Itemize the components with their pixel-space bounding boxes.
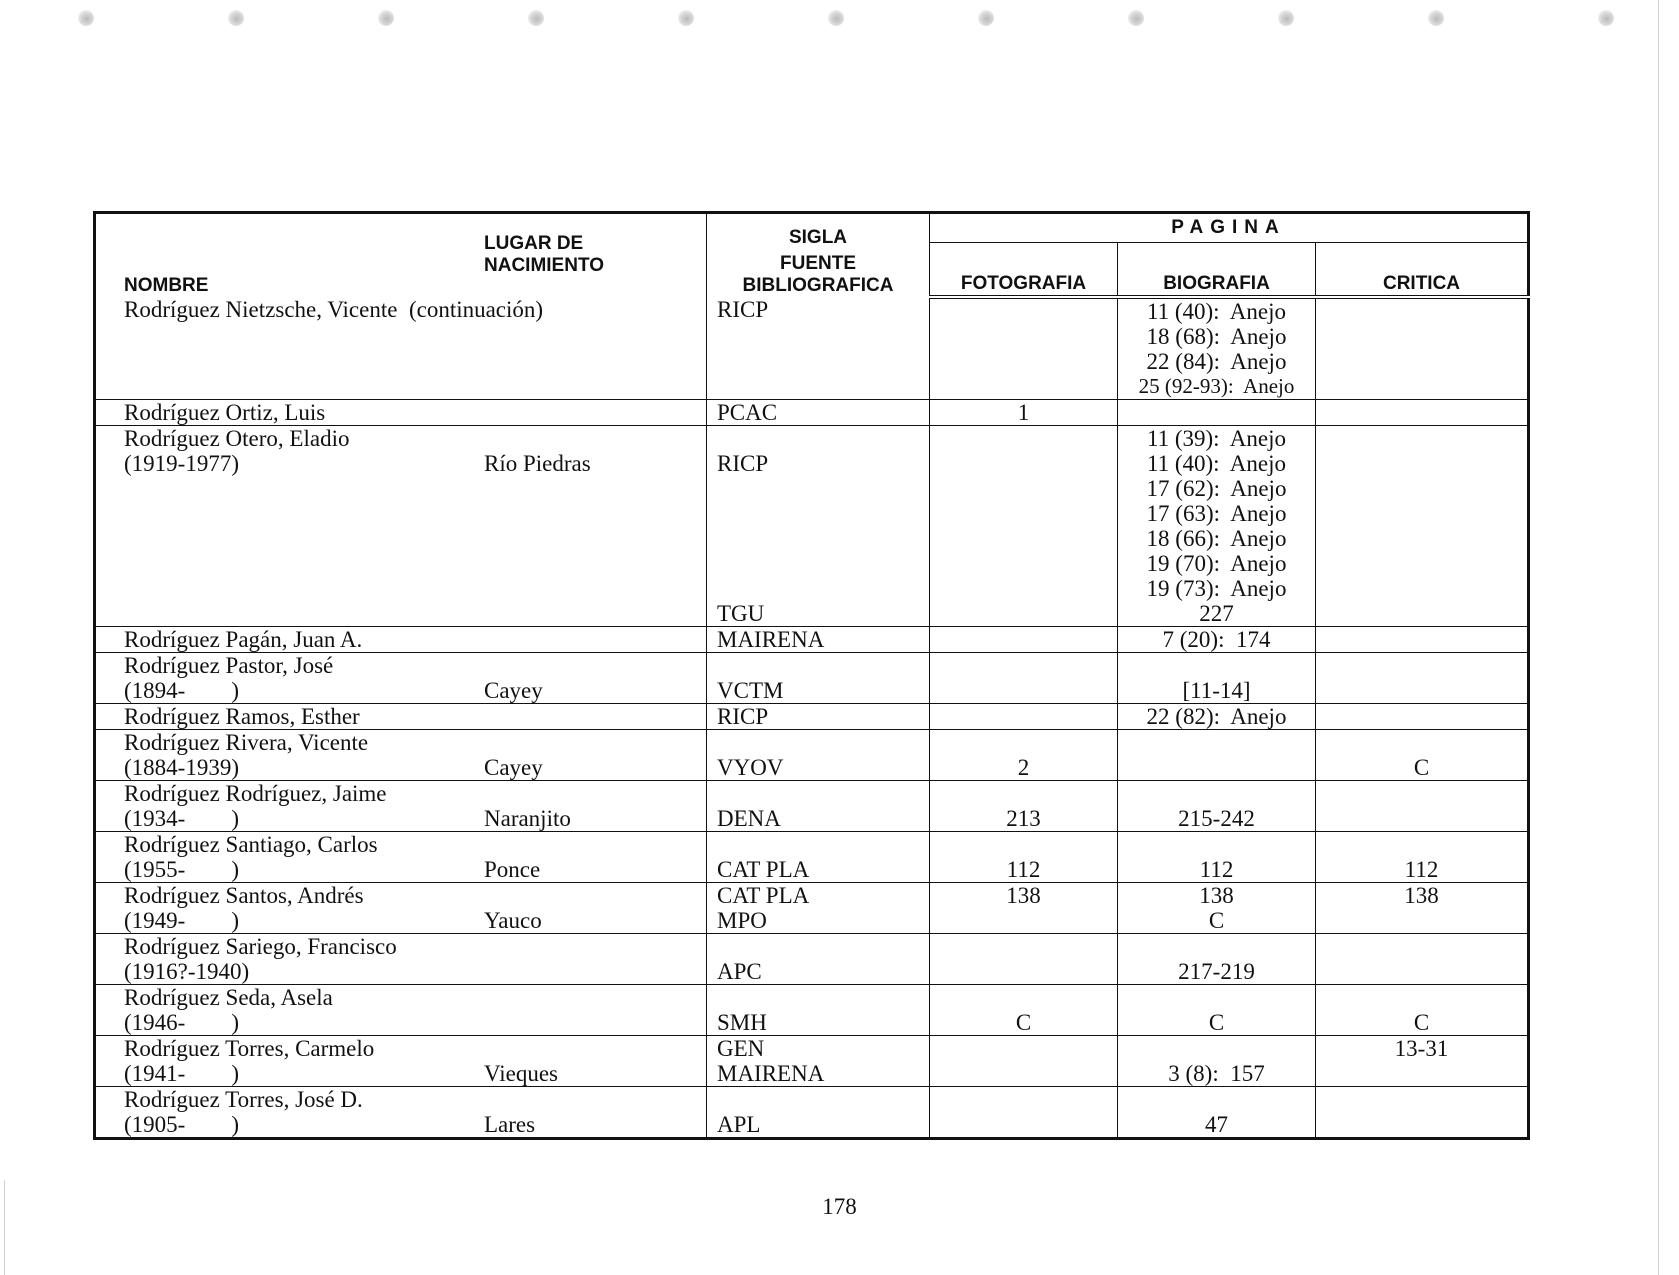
cell-sigla: [707, 1036, 930, 1087]
table-row: [95, 730, 1529, 781]
binder-hole: [378, 10, 394, 26]
header-sigla-line2: FUENTE: [780, 253, 856, 274]
sigla-text: VCTM: [717, 678, 784, 703]
table-row: [95, 1036, 1529, 1087]
nombre-text: Rodríguez Rivera, Vicente: [124, 730, 369, 755]
cell-critica: [1316, 832, 1529, 883]
cell-critica: [1316, 297, 1529, 400]
lugar-text: [484, 1087, 706, 1112]
biografia-text: 18 (68): Anejo: [1146, 324, 1287, 349]
page-edge-line: [1658, 0, 1659, 1275]
critica-text: [1316, 1087, 1527, 1112]
fotografia-text: [930, 934, 1117, 959]
biografia-text: 19 (73): Anejo: [1146, 576, 1287, 601]
nombre-text: (1946- ): [124, 1010, 239, 1035]
cell-sigla: [707, 934, 930, 985]
fotografia-text: [930, 1061, 1117, 1086]
lugar-text: Ponce: [484, 857, 541, 882]
cell-fotografia: [930, 934, 1118, 985]
sigla-text: APL: [717, 1112, 761, 1137]
critica-text: [1316, 678, 1527, 703]
page-number: 178: [822, 1194, 857, 1219]
fotografia-text: [930, 730, 1117, 755]
header-sigla-line3: BIBLIOGRAFICA: [742, 275, 894, 296]
binder-hole: [528, 10, 544, 26]
lugar-text: Río Piedras: [484, 451, 591, 476]
sigla-text: TGU: [717, 601, 765, 626]
critica-text: [1316, 781, 1527, 806]
critica-text: [1316, 1112, 1527, 1137]
header-nombre-lugar: [95, 213, 707, 298]
nombre-text: Rodríguez Pastor, José: [124, 653, 334, 678]
fotografia-text: [930, 832, 1117, 857]
cell-fotografia: [930, 426, 1118, 627]
nombre-text: (1941- ): [124, 1061, 239, 1086]
lugar-text: Yauco: [484, 908, 542, 933]
table-row: [95, 832, 1529, 883]
cell-nombre: [95, 704, 707, 730]
sigla-text: [717, 1087, 929, 1112]
biografia-text: [1118, 832, 1315, 857]
cell-fotografia: [930, 1087, 1118, 1139]
table-row: [95, 934, 1529, 985]
sigla-text: [717, 985, 929, 1010]
cell-sigla: [707, 1087, 930, 1139]
fotografia-text: [930, 1112, 1117, 1137]
sigla-text: RICP: [717, 297, 769, 322]
cell-biografia: [1118, 832, 1316, 883]
sigla-text: [717, 476, 929, 501]
fotografia-text: 2: [1017, 755, 1030, 780]
table-row: [95, 400, 1529, 426]
nombre-text: Rodríguez Santos, Andrés: [124, 883, 364, 908]
header-critica: CRITICA: [1316, 243, 1529, 298]
lugar-text: Cayey: [484, 678, 543, 703]
table-row: [95, 883, 1529, 934]
cell-fotografia: [930, 627, 1118, 653]
cell-critica: [1316, 730, 1529, 781]
biografia-text: C: [1208, 1010, 1225, 1035]
nombre-text: Rodríguez Nietzsche, Vicente (continuación): [124, 297, 544, 322]
binder-hole: [228, 10, 244, 26]
lugar-text: [484, 653, 706, 678]
biografia-text: 7 (20): 174: [1162, 627, 1271, 652]
sigla-text: PCAC: [717, 400, 778, 425]
table-body: [95, 297, 1529, 1139]
fotografia-text: 1: [1017, 400, 1030, 425]
fotografia-text: [930, 1036, 1117, 1061]
nombre-text: Rodríguez Pagán, Juan A.: [124, 627, 363, 652]
biografia-text: 19 (70): Anejo: [1146, 551, 1287, 576]
cell-biografia: [1118, 653, 1316, 704]
critica-text: 13-31: [1394, 1036, 1449, 1061]
critica-text: [1316, 426, 1527, 451]
cell-nombre: [95, 627, 707, 653]
nombre-text: Rodríguez Rodríguez, Jaime: [124, 781, 387, 806]
lugar-text: [484, 934, 706, 959]
header-nombre: NOMBRE: [124, 275, 209, 296]
cell-fotografia: [930, 1036, 1118, 1087]
nombre-text: (1949- ): [124, 908, 239, 933]
fotografia-text: [930, 426, 1117, 451]
cell-biografia: [1118, 1036, 1316, 1087]
nombre-text: Rodríguez Torres, Carmelo: [124, 1036, 375, 1061]
cell-critica: [1316, 400, 1529, 426]
lugar-text: Vieques: [484, 1061, 558, 1086]
critica-text: [1316, 985, 1527, 1010]
critica-text: [1316, 934, 1527, 959]
sigla-text: CAT PLA: [717, 857, 810, 882]
sigla-text: [717, 781, 929, 806]
table-row: [95, 704, 1529, 730]
lugar-text: [484, 730, 706, 755]
cell-nombre: [95, 781, 707, 832]
cell-biografia: [1118, 1087, 1316, 1139]
cell-sigla: [707, 704, 930, 730]
table-row: [95, 985, 1529, 1036]
cell-critica: [1316, 653, 1529, 704]
cell-biografia: [1118, 704, 1316, 730]
biografia-text: 215-242: [1178, 806, 1255, 831]
biografia-text: 17 (62): Anejo: [1146, 476, 1287, 501]
fotografia-text: [930, 299, 1117, 324]
nombre-text: Rodríguez Santiago, Carlos: [124, 832, 378, 857]
binder-hole: [678, 10, 694, 26]
cell-nombre: [95, 730, 707, 781]
cell-critica: [1316, 985, 1529, 1036]
header-biografia: BIOGRAFIA: [1118, 243, 1316, 298]
biografia-text: [11-14]: [1182, 678, 1251, 703]
sigla-text: SMH: [717, 1010, 767, 1035]
sigla-text: [717, 576, 929, 601]
cell-critica: [1316, 704, 1529, 730]
fotografia-text: [930, 1087, 1117, 1112]
binder-hole: [1278, 10, 1294, 26]
nombre-text: (1884-1939): [124, 755, 239, 780]
cell-fotografia: [930, 883, 1118, 934]
sigla-text: CAT PLA: [717, 883, 810, 908]
cell-sigla: [707, 400, 930, 426]
sigla-text: MAIRENA: [717, 627, 825, 652]
sigla-text: MPO: [717, 908, 767, 933]
binder-hole: [828, 10, 844, 26]
cell-nombre: [95, 832, 707, 883]
lugar-text: [484, 832, 706, 857]
biografia-text: C: [1208, 908, 1225, 933]
cell-sigla: [707, 832, 930, 883]
sigla-text: RICP: [717, 704, 769, 729]
cell-nombre: [95, 985, 707, 1036]
nombre-text: Rodríguez Ramos, Esther: [124, 704, 360, 729]
biografia-text: 112: [1199, 857, 1234, 882]
cell-fotografia: [930, 400, 1118, 426]
cell-sigla: [707, 426, 930, 627]
critica-text: [1316, 908, 1527, 933]
nombre-text: (1905- ): [124, 1112, 239, 1137]
binder-holes: [0, 10, 1679, 30]
fotografia-text: C: [1015, 1010, 1032, 1035]
table-row: [95, 627, 1529, 653]
critica-text: [1316, 400, 1527, 425]
binder-hole: [1598, 10, 1614, 26]
table-row: [95, 297, 1529, 400]
biografia-text: 3 (8): 157: [1168, 1061, 1265, 1086]
cell-fotografia: [930, 985, 1118, 1036]
biografia-text: 138: [1199, 883, 1234, 908]
cell-critica: [1316, 426, 1529, 627]
lugar-text: Lares: [484, 1112, 536, 1137]
cell-critica: [1316, 883, 1529, 934]
bibliography-table: [93, 211, 1530, 1140]
lugar-text: [484, 1036, 706, 1061]
nombre-text: (1916?-1940): [124, 959, 250, 984]
biografia-text: 22 (84): Anejo: [1146, 349, 1287, 374]
cell-sigla: [707, 883, 930, 934]
cell-biografia: [1118, 883, 1316, 934]
cell-nombre: [95, 883, 707, 934]
fotografia-text: [930, 627, 1117, 652]
cell-fotografia: [930, 832, 1118, 883]
cell-sigla: [707, 627, 930, 653]
cell-fotografia: [930, 704, 1118, 730]
biografia-text: 227: [1199, 601, 1234, 626]
lugar-text: [484, 704, 706, 729]
critica-text: [1316, 832, 1527, 857]
cell-biografia: [1118, 627, 1316, 653]
nombre-text: Rodríguez Sariego, Francisco: [124, 934, 397, 959]
biografia-text: 25 (92-93): Anejo: [1138, 374, 1295, 398]
critica-text: [1316, 653, 1527, 678]
biografia-text: 11 (39): Anejo: [1146, 426, 1287, 451]
biografia-text: 11 (40): Anejo: [1146, 299, 1287, 324]
cell-nombre: [95, 426, 707, 627]
critica-text: C: [1413, 755, 1430, 780]
nombre-text: (1934- ): [124, 806, 239, 831]
cell-nombre: [95, 653, 707, 704]
cell-biografia: [1118, 400, 1316, 426]
biografia-text: 18 (66): Anejo: [1146, 526, 1287, 551]
critica-text: [1316, 806, 1527, 831]
table-row: [95, 653, 1529, 704]
cell-nombre: [95, 934, 707, 985]
fotografia-text: [930, 908, 1117, 933]
critica-text: [1316, 959, 1527, 984]
cell-fotografia: [930, 653, 1118, 704]
lugar-text: [484, 883, 706, 908]
cell-sigla: [707, 985, 930, 1036]
critica-text: [1316, 704, 1527, 729]
header-sigla: [707, 213, 930, 298]
cell-critica: [1316, 1087, 1529, 1139]
cell-critica: [1316, 1036, 1529, 1087]
nombre-text: (1955- ): [124, 857, 239, 882]
sigla-text: [717, 730, 929, 755]
cell-critica: [1316, 627, 1529, 653]
critica-text: [1316, 299, 1527, 324]
biografia-text: 11 (40): Anejo: [1146, 451, 1287, 476]
biografia-text: 22 (82): Anejo: [1146, 704, 1287, 729]
critica-text: [1316, 627, 1527, 652]
biografia-text: 217-219: [1178, 959, 1255, 984]
nombre-text: Rodríguez Seda, Asela: [124, 985, 333, 1010]
biografia-text: [1118, 653, 1315, 678]
sigla-text: MAIRENA: [717, 1061, 825, 1086]
sigla-text: RICP: [717, 451, 769, 476]
table-row: [95, 781, 1529, 832]
nombre-text: (1919-1977): [124, 451, 239, 476]
critica-text: [1316, 730, 1527, 755]
header-fotografia: FOTOGRAFIA: [930, 243, 1118, 298]
table-row: [95, 426, 1529, 627]
sigla-text: [717, 526, 929, 551]
fotografia-text: [930, 781, 1117, 806]
sigla-text: VYOV: [717, 755, 784, 780]
sigla-text: [717, 934, 929, 959]
lugar-text: Cayey: [484, 755, 543, 780]
lugar-text: [484, 781, 706, 806]
fotografia-text: [930, 704, 1117, 729]
nombre-text: Rodríguez Torres, José D.: [124, 1087, 363, 1112]
cell-nombre: [95, 297, 707, 400]
lugar-text: [484, 1010, 706, 1035]
biografia-text: [1118, 934, 1315, 959]
biografia-text: 17 (63): Anejo: [1146, 501, 1287, 526]
sigla-text: GEN: [717, 1036, 765, 1061]
cell-fotografia: [930, 730, 1118, 781]
lugar-text: [484, 959, 706, 984]
nombre-text: (1894- ): [124, 678, 239, 703]
sigla-text: [717, 551, 929, 576]
header-pagina: PAGINA: [930, 213, 1529, 243]
fotografia-text: [930, 959, 1117, 984]
cell-nombre: [95, 1036, 707, 1087]
header-sigla-line1: SIGLA: [788, 227, 848, 248]
fotografia-text: 138: [1006, 883, 1041, 908]
lugar-text: Naranjito: [484, 806, 571, 831]
header-lugar-line1: LUGAR DE: [484, 233, 584, 254]
fotografia-text: 213: [1006, 806, 1041, 831]
cell-sigla: [707, 653, 930, 704]
cell-critica: [1316, 781, 1529, 832]
binder-hole: [978, 10, 994, 26]
cell-biografia: [1118, 297, 1316, 400]
binder-hole: [1128, 10, 1144, 26]
cell-biografia: [1118, 985, 1316, 1036]
lugar-text: [484, 985, 706, 1010]
cell-critica: [1316, 934, 1529, 985]
critica-text: 138: [1404, 883, 1439, 908]
cell-fotografia: [930, 297, 1118, 400]
biografia-text: [1118, 1087, 1315, 1112]
table-row: [95, 1087, 1529, 1139]
fotografia-text: [930, 678, 1117, 703]
critica-text: C: [1413, 1010, 1430, 1035]
biografia-text: 47: [1205, 1112, 1228, 1137]
cell-biografia: [1118, 781, 1316, 832]
cell-sigla: [707, 781, 930, 832]
sigla-text: APC: [717, 959, 762, 984]
fotografia-text: 112: [1006, 857, 1041, 882]
cell-fotografia: [930, 781, 1118, 832]
critica-text: [1316, 1061, 1527, 1086]
biografia-text: [1118, 1036, 1315, 1061]
binder-hole: [1428, 10, 1444, 26]
sigla-text: [717, 426, 929, 451]
cell-biografia: [1118, 730, 1316, 781]
fotografia-text: [930, 653, 1117, 678]
cell-nombre: [95, 1087, 707, 1139]
nombre-text: Rodríguez Otero, Eladio: [124, 426, 350, 451]
lugar-text: [484, 627, 706, 652]
cell-sigla: [707, 730, 930, 781]
biografia-text: [1118, 781, 1315, 806]
sigla-text: [717, 653, 929, 678]
critica-text: 112: [1404, 857, 1439, 882]
biografia-text: [1118, 730, 1315, 755]
biografia-text: [1118, 985, 1315, 1010]
fotografia-text: [930, 985, 1117, 1010]
lugar-text: [484, 426, 706, 451]
sigla-text: [717, 501, 929, 526]
cell-biografia: [1118, 934, 1316, 985]
lugar-text: [484, 400, 706, 425]
biografia-text: [1118, 755, 1315, 780]
biografia-text: [1118, 400, 1315, 425]
sigla-text: [717, 832, 929, 857]
cell-nombre: [95, 400, 707, 426]
sigla-text: DENA: [717, 806, 781, 831]
binder-hole: [78, 10, 94, 26]
header-lugar-line2: NACIMIENTO: [484, 255, 604, 276]
cell-biografia: [1118, 426, 1316, 627]
nombre-text: Rodríguez Ortiz, Luis: [124, 400, 326, 425]
